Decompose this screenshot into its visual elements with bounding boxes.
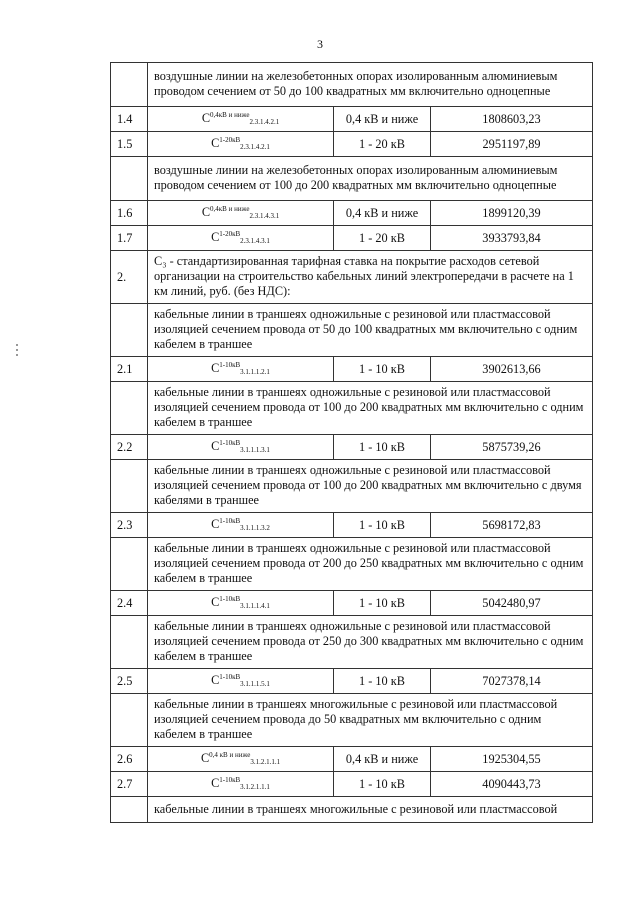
tariff-row [111,669,593,694]
rate-code [148,132,334,157]
rate-voltage-superscript: 1-10кВ [219,595,241,603]
tariff-row [111,772,593,797]
row-number: 2. [111,251,148,304]
margin-marks [16,344,20,356]
rate-index-subscript: 2.3.1.4.3.1 [249,212,280,220]
tariff-row [111,201,593,226]
rate-index-subscript: 3.1.1.1.4.1 [240,602,270,610]
row-description: кабельные линии в траншеях многожильные с резиновой или пластмассовой [148,797,593,823]
tariff-row [111,513,593,538]
tariff-row [111,226,593,251]
row-number: 2.2 [111,435,148,460]
tariff-row [111,591,593,616]
tariff-value: 1925304,55 [431,747,593,772]
tariff-value: 5698172,83 [431,513,593,538]
rate-code [148,357,334,382]
rate-symbol: С [211,595,220,609]
rate-voltage-superscript: 0,4кВ и ниже [210,205,250,213]
row-description: кабельные линии в траншеях одножильные с резиновой или пластмассовой изоляцией сечением провода от 250 до 300 квадратных мм включительно с одним кабелем в траншее [148,616,593,669]
rate-symbol: С [211,776,220,790]
rate-symbol: С [201,205,211,219]
voltage-level: 1 - 10 кВ [334,435,431,460]
tariff-row [111,747,593,772]
page-number: 3 [317,37,323,51]
rate-code [148,591,334,616]
description-row [111,63,593,107]
description-row [111,538,593,591]
rate-symbol: С [211,361,220,375]
rate-index-subscript: 3.1.2.1.1.1 [240,783,270,791]
row-description: кабельные линии в траншеях одножильные с резиновой или пластмассовой изоляцией сечением провода от 100 до 200 квадратных мм включительно с одним кабелем в траншее [148,382,593,435]
rate-index-subscript: 3.1.1.1.5.1 [240,680,270,688]
description-row [111,616,593,669]
row-description: воздушные линии на железобетонных опорах изолированным алюминиевым проводом сечением от 100 до 200 квадратных мм включительно одноцепные [148,157,593,201]
row-number [111,382,148,435]
rate-index-subscript: 3.1.1.1.2.1 [240,368,270,376]
row-number [111,538,148,591]
rate-code [148,772,334,797]
row-number [111,63,148,107]
row-number [111,694,148,747]
row-description: кабельные линии в траншеях одножильные с резиновой или пластмассовой изоляцией сечением провода от 100 до 200 квадратных мм включительно с двумя кабелями в траншее [148,460,593,513]
rate-code [148,435,334,460]
rate-symbol: С [211,673,220,687]
row-number: 2.6 [111,747,148,772]
voltage-level: 1 - 20 кВ [334,226,431,251]
description-row [111,157,593,201]
rate-symbol: С [200,751,210,765]
description-row [111,694,593,747]
tariff-value: 1899120,39 [431,201,593,226]
row-number: 1.5 [111,132,148,157]
description-row [111,251,593,304]
rate-voltage-superscript: 1-20кВ [219,230,241,238]
row-number: 2.3 [111,513,148,538]
voltage-level: 1 - 10 кВ [334,591,431,616]
tariff-row [111,132,593,157]
tariff-value: 4090443,73 [431,772,593,797]
tariff-value: 2951197,89 [431,132,593,157]
row-description: кабельные линии в траншеях многожильные с резиновой или пластмассовой изоляцией сечением провода до 50 квадратных мм включительно с одним кабелем в траншее [148,694,593,747]
row-number [111,460,148,513]
rate-index-subscript: 2.3.1.4.2.1 [240,143,270,151]
rate-voltage-superscript: 1-10кВ [219,673,241,681]
rate-symbol: С [211,136,220,150]
row-number: 2.1 [111,357,148,382]
row-description: С₃ - стандартизированная тарифная ставка на покрытие расходов сетевой организации на строительство кабельных линий электропередачи в расчете на 1 км линий, руб. (без НДС): [148,251,593,304]
rate-index-subscript: 3.1.1.1.3.2 [240,524,270,532]
tariff-value: 1808603,23 [431,107,593,132]
row-number [111,157,148,201]
row-number [111,616,148,669]
tariff-table [110,62,593,823]
voltage-level: 0,4 кВ и ниже [334,201,431,226]
rate-voltage-superscript: 1-10кВ [219,517,241,525]
voltage-level: 1 - 20 кВ [334,132,431,157]
row-number: 1.7 [111,226,148,251]
tariff-value: 3933793,84 [431,226,593,251]
rate-code [148,201,334,226]
voltage-level: 1 - 10 кВ [334,669,431,694]
rate-code [148,107,334,132]
voltage-level: 1 - 10 кВ [334,357,431,382]
rate-voltage-superscript: 1-20кВ [219,136,241,144]
description-row [111,460,593,513]
rate-code [148,513,334,538]
description-row [111,304,593,357]
rate-voltage-superscript: 1-10кВ [219,776,241,784]
row-number: 2.7 [111,772,148,797]
rate-voltage-superscript: 0,4кВ и ниже [210,111,250,119]
row-number: 2.5 [111,669,148,694]
rate-symbol: С [201,111,211,125]
tariff-row [111,107,593,132]
tariff-value: 7027378,14 [431,669,593,694]
voltage-level: 1 - 10 кВ [334,772,431,797]
row-number: 2.4 [111,591,148,616]
description-row [111,797,593,823]
tariff-row [111,435,593,460]
tariff-value: 5875739,26 [431,435,593,460]
rate-code [148,669,334,694]
rate-code [148,226,334,251]
rate-index-subscript: 3.1.2.1.1.1 [250,758,281,766]
tariff-row [111,357,593,382]
rate-voltage-superscript: 1-10кВ [219,439,241,447]
row-description: кабельные линии в траншеях одножильные с резиновой или пластмассовой изоляцией сечением провода от 50 до 100 квадратных мм включительно с одним кабелем в траншее [148,304,593,357]
row-number [111,304,148,357]
tariff-value: 5042480,97 [431,591,593,616]
row-description: воздушные линии на железобетонных опорах изолированным алюминиевым проводом сечением от 50 до 100 квадратных мм включительно одноцепные [148,63,593,107]
row-number: 1.4 [111,107,148,132]
row-description: кабельные линии в траншеях одножильные с резиновой или пластмассовой изоляцией сечением провода от 200 до 250 квадратных мм включительно с одним кабелем в траншее [148,538,593,591]
row-number [111,797,148,823]
voltage-level: 0,4 кВ и ниже [334,107,431,132]
voltage-level: 1 - 10 кВ [334,513,431,538]
rate-index-subscript: 3.1.1.1.3.1 [240,446,270,454]
rate-index-subscript: 2.3.1.4.2.1 [249,118,280,126]
rate-voltage-superscript: 1-10кВ [219,361,241,369]
rate-symbol: С [211,439,220,453]
description-row [111,382,593,435]
rate-index-subscript: 2.3.1.4.3.1 [240,237,270,245]
rate-symbol: С [211,230,220,244]
row-number: 1.6 [111,201,148,226]
rate-symbol: С [211,517,220,531]
rate-code [148,747,334,772]
rate-voltage-superscript: 0,4 кВ и ниже [209,751,251,759]
tariff-value: 3902613,66 [431,357,593,382]
voltage-level: 0,4 кВ и ниже [334,747,431,772]
tariff-table-body [111,63,593,823]
